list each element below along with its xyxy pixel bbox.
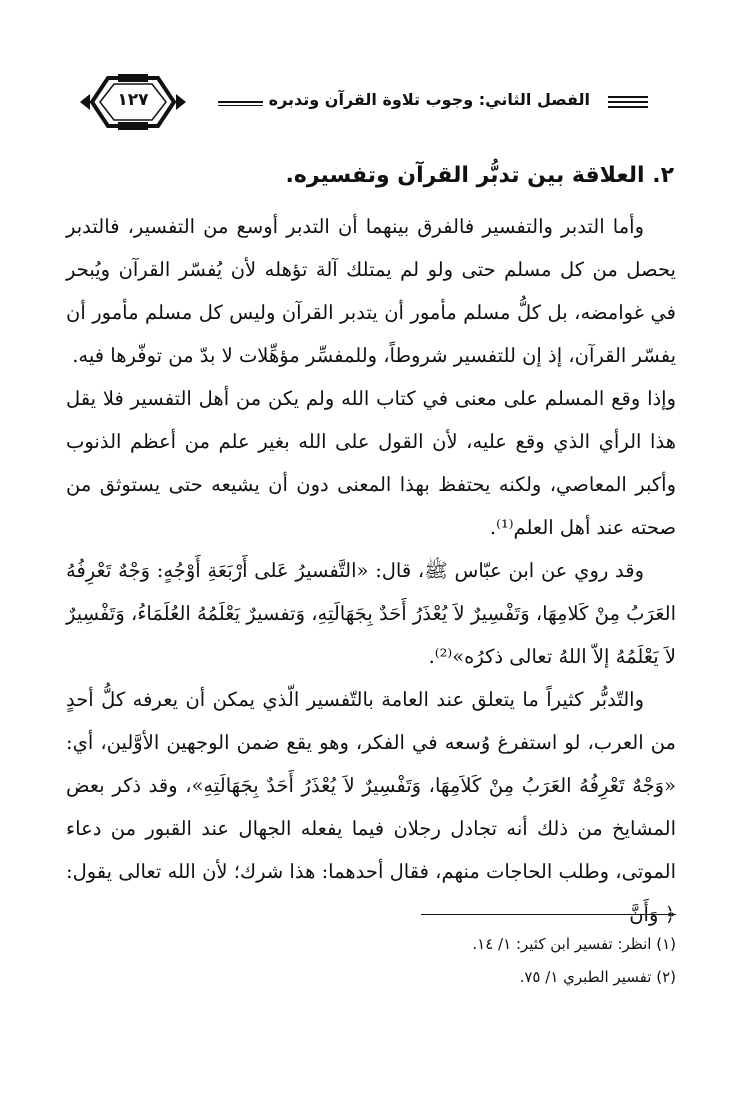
footnote-item: (٢) تفسير الطبري ١/ ٧٥. bbox=[519, 968, 676, 986]
section-heading: ٢. العلاقة بين تدبُّر القرآن وتفسيره. bbox=[285, 163, 674, 188]
paragraph: وأما التدبر والتفسير فالفرق بينهما أن التدبر أوسع من التفسير، فالتدبر يحصل من كل مسلم حتى ولو لم يمتلك آلة تؤهله لأن يُفسّر القرآن ويُبحر في غوامضه، بل كلُّ مسلم مأمور أن يتدبر القرآن وليس كل مسلم مأمور أن يفسّر القرآن، إذ إن للتفسير شروطاً، وللمفسِّر مؤهِّلات لا بدّ من توفّرها فيه. bbox=[66, 215, 676, 367]
main-text bbox=[66, 205, 676, 936]
header-bars-ornament bbox=[608, 96, 648, 110]
page-number: ١٢٧ bbox=[117, 90, 149, 110]
paragraph: وقد روي عن ابن عبّاس ﷺ، قال: «التَّفسيرُ عَلى أَرْبَعَةِ أَوْجُهٍ: وَجْهٌ تَعْرِفُهُ العَرَبُ مِنْ كَلامِهَا، وَتَفْسِيرٌ لاَ يُعْذَرُ أَحَدٌ بِجَهَالَتِهِ، وَتفسيرٌ يَعْلَمُهُ العُلَمَاءُ، وَتَفْسِيرٌ لاَ يَعْلَمُهُ إلاّ اللهُ تعالى ذكرُه»⁽²⁾. bbox=[66, 559, 676, 668]
running-title: الفصل الثاني: وجوب تلاوة القرآن وتدبره bbox=[263, 90, 596, 109]
footnotes bbox=[66, 928, 676, 994]
footnote-item: (١) انظر: تفسير ابن كثير: ١/ ١٤. bbox=[472, 935, 676, 953]
paragraph: والتّدبُّر كثيراً ما يتعلق عند العامة بالتّفسير الّذي يمكن أن يعرفه كلُّ أحدٍ من العرب، لو استفرغ وُسعه في الفكر، وهو يقع ضمن الوجهين الأوَّلين، أي: «وَجْهٌ تَعْرِفُهُ العَرَبُ مِنْ كَلاَمِهَا، وَتَفْسِيرٌ لاَ يُعْذَرُ أَحَدٌ بِجَهَالَتِهِ»، وقد ذكر بعض المشايخ من ذلك أنه تجادل رجلان فيما يفعله الجهال عند القبور من دعاء الموتى، وطلب الحاجات منهم، فقال أحدهما: هذا شرك؛ لأن الله تعالى يقول: ﴿ وَأَنَّ bbox=[66, 688, 676, 926]
paragraph: وإذا وقع المسلم على معنى في كتاب الله ولم يكن من أهل التفسير فلا يقل هذا الرأي الذي وقع عليه، لأن القول على الله بغير علم من أعظم الذنوب وأكبر المعاصي، ولكنه يحتفظ بهذا المعنى دون أن يشيعه حتى يستوثق من صحته عند أهل العلم⁽¹⁾. bbox=[66, 387, 676, 539]
page-header bbox=[78, 72, 648, 132]
footnote-separator bbox=[421, 914, 676, 915]
